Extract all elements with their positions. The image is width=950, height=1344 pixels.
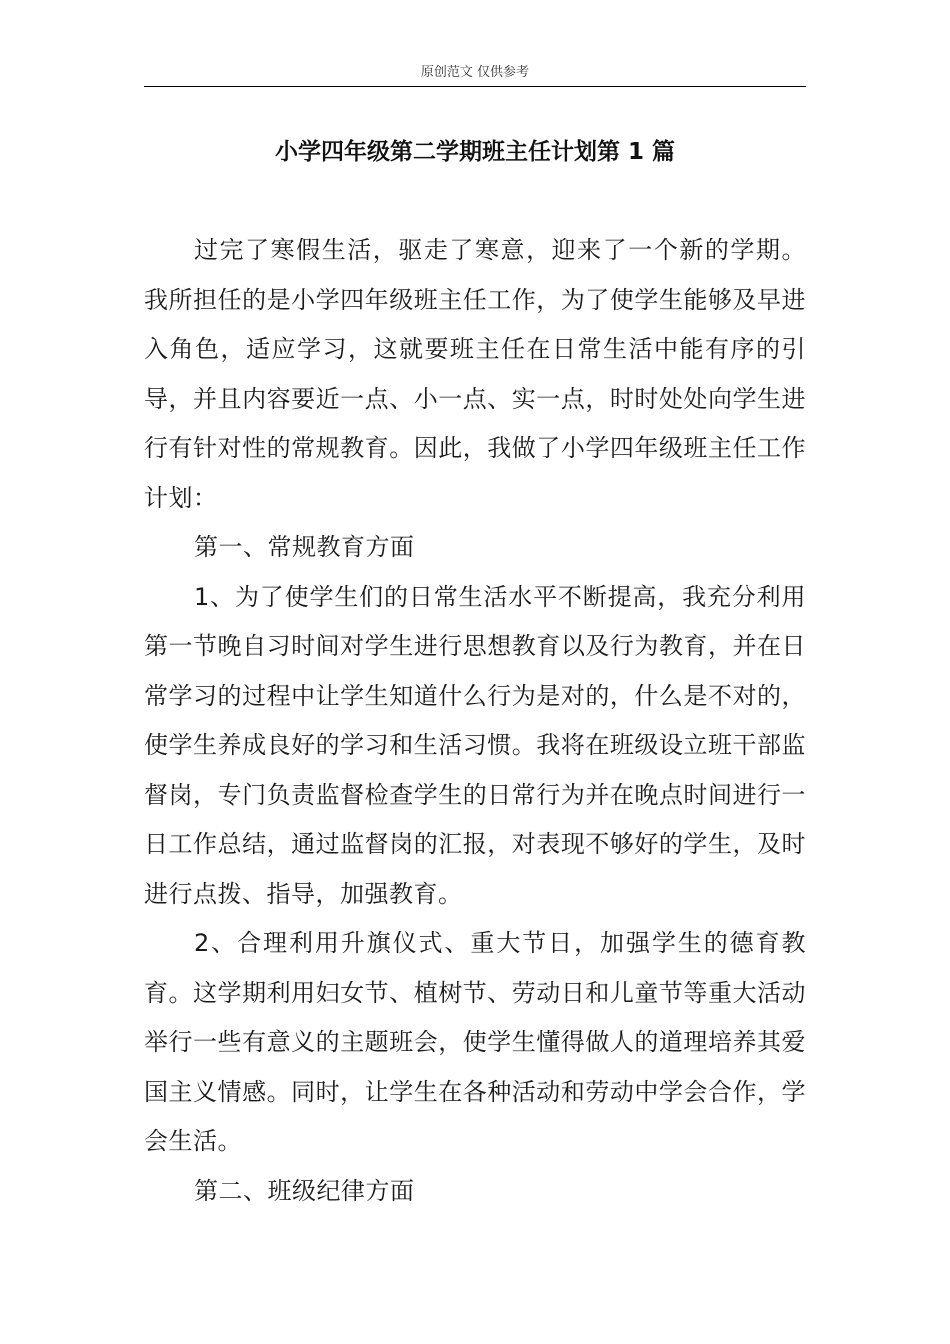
section-heading-class-discipline: 第二、班级纪律方面	[194, 1176, 415, 1205]
paragraph-item-2: 2、合理利用升旗仪式、重大节日，加强学生的德育教育。这学期利用妇女节、植树节、劳动日和儿童节等重大活动举行一些有意义的主题班会，使学生懂得做人的道理培养其爱国主义情感。同时，让学生在各种活动和劳动中学会合作，学会生活。	[144, 929, 806, 1155]
section-heading-routine-education: 第一、常规教育方面	[194, 533, 415, 561]
paragraph-item-1: 1、为了使学生们的日常生活水平不断提高，我充分利用第一节晚自习时间对学生进行思想教育以及行为教育，并在日常学习的过程中让学生知道什么行为是对的，什么是不对的，使学生养成良好的学习和生活习惯。我将在班级设立班干部监督岗，专门负责监督检查学生的日常行为并在晚点时间进行一日工作总结，通过监督岗的汇报，对表现不够好的学生，及时进行点拨、指导，加强教育。	[144, 582, 806, 908]
document-body	[144, 226, 806, 1216]
header-divider	[144, 86, 806, 87]
document-title: 小学四年级第二学期班主任计划第 1 篇	[274, 139, 676, 165]
paragraph-intro: 过完了寒假生活，驱走了寒意，迎来了一个新的学期。我所担任的是小学四年级班主任工作，为了使学生能够及早进入角色，适应学习，这就要班主任在日常生活中能有序的引导，并且内容要近一点、小一点、实一点，时时处处向学生进行有针对性的常规教育。因此，我做了小学四年级班主任工作计划：	[144, 236, 806, 512]
page-header: 原创范文 仅供参考	[420, 65, 530, 80]
